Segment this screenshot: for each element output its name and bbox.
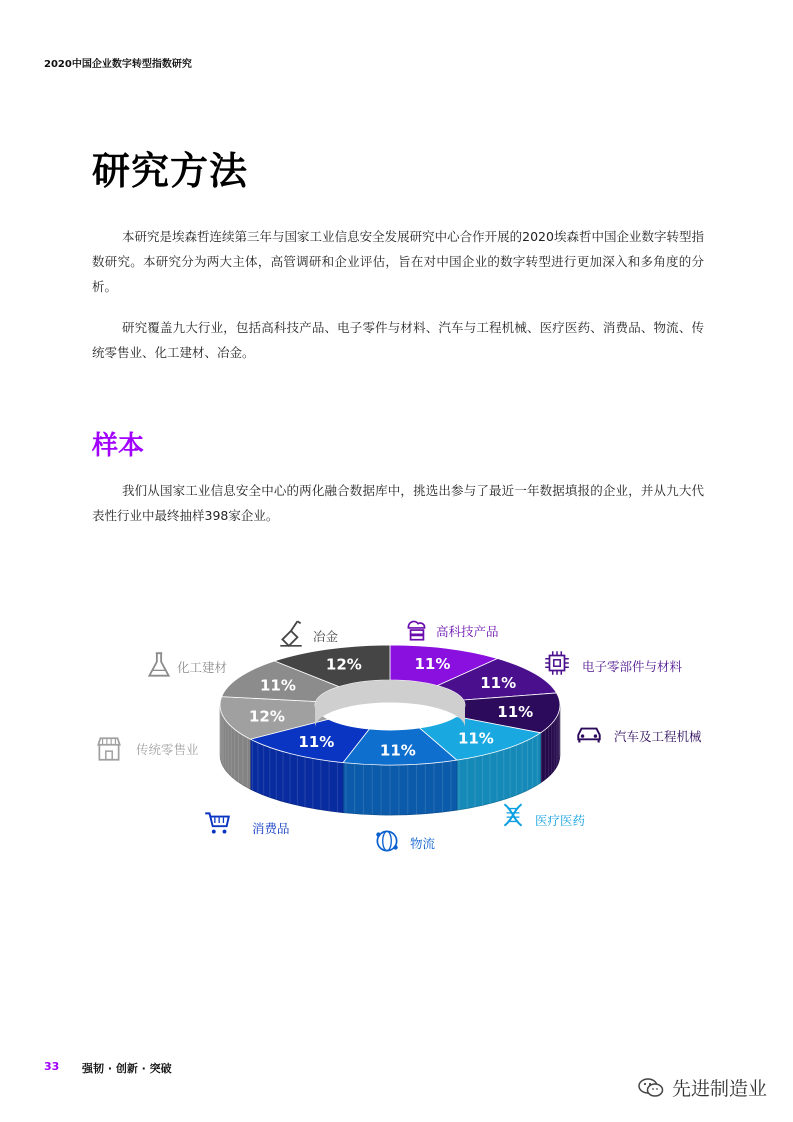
data-label-8: 11% [259,676,296,695]
running-header: 2020中国企业数字转型指数研究 [44,59,192,70]
data-label-3: 11% [497,703,534,722]
ladle-icon [276,618,306,648]
category-label-6: 消费品 [252,821,290,836]
page-title: 研究方法 [92,149,249,193]
category-label-3: 汽车及工程机械 [614,729,702,744]
intro-paragraph-1: 本研究是埃森哲连续第三年与国家工业信息安全发展研究中心合作开展的2020埃森哲中国企业数字转型指数研究。本研究分为两大主体，高管调研和企业评估，旨在对中国企业的数字转型进行更加深入和多角度的分析。 [92,229,704,294]
intro-paragraph-2: 研究覆盖九大行业，包括高科技产品、电子零件与材料、汽车与工程机械、医疗医药、消费品、物流、传统零售业、化工建材、冶金。 [92,320,704,360]
car-icon [574,720,604,750]
data-label-9: 12% [325,655,362,674]
page-number: 33 [44,1060,60,1073]
wechat-icon [638,1078,664,1098]
category-label-2: 电子零部件与材料 [582,659,683,674]
category-label-4: 医疗医药 [535,813,586,828]
category-label-8: 化工建材 [177,660,228,675]
data-label-1: 11% [414,655,451,674]
data-label-2: 11% [480,673,517,692]
data-label-6: 11% [298,733,335,752]
globe-network-icon [372,826,402,856]
donut-side-5 [343,760,457,815]
footer-slogan: 强韧 · 创新 · 突破 [82,1062,172,1075]
data-label-5: 11% [379,741,416,760]
watermark-text: 先进制造业 [672,1078,768,1100]
sample-paragraph: 我们从国家工业信息安全中心的两化融合数据库中，挑选出参与了最近一年数据填报的企业，并从九大代表性行业中最终抽样398家企业。 [92,483,704,523]
storefront-icon [94,734,124,764]
flask-icon [144,650,174,680]
chip-icon [542,648,572,678]
category-label-5: 物流 [410,836,436,851]
industry-donut-chart [80,600,740,870]
category-label-1: 高科技产品 [436,624,499,639]
category-label-9: 冶金 [313,629,339,644]
data-label-7: 12% [248,707,285,726]
section-title-sample: 样本 [92,431,145,461]
cloud-server-icon [402,614,432,644]
category-label-7: 传统零售业 [136,742,199,757]
dna-icon [498,800,528,830]
shopping-cart-icon [202,808,232,838]
data-label-4: 11% [457,729,494,748]
